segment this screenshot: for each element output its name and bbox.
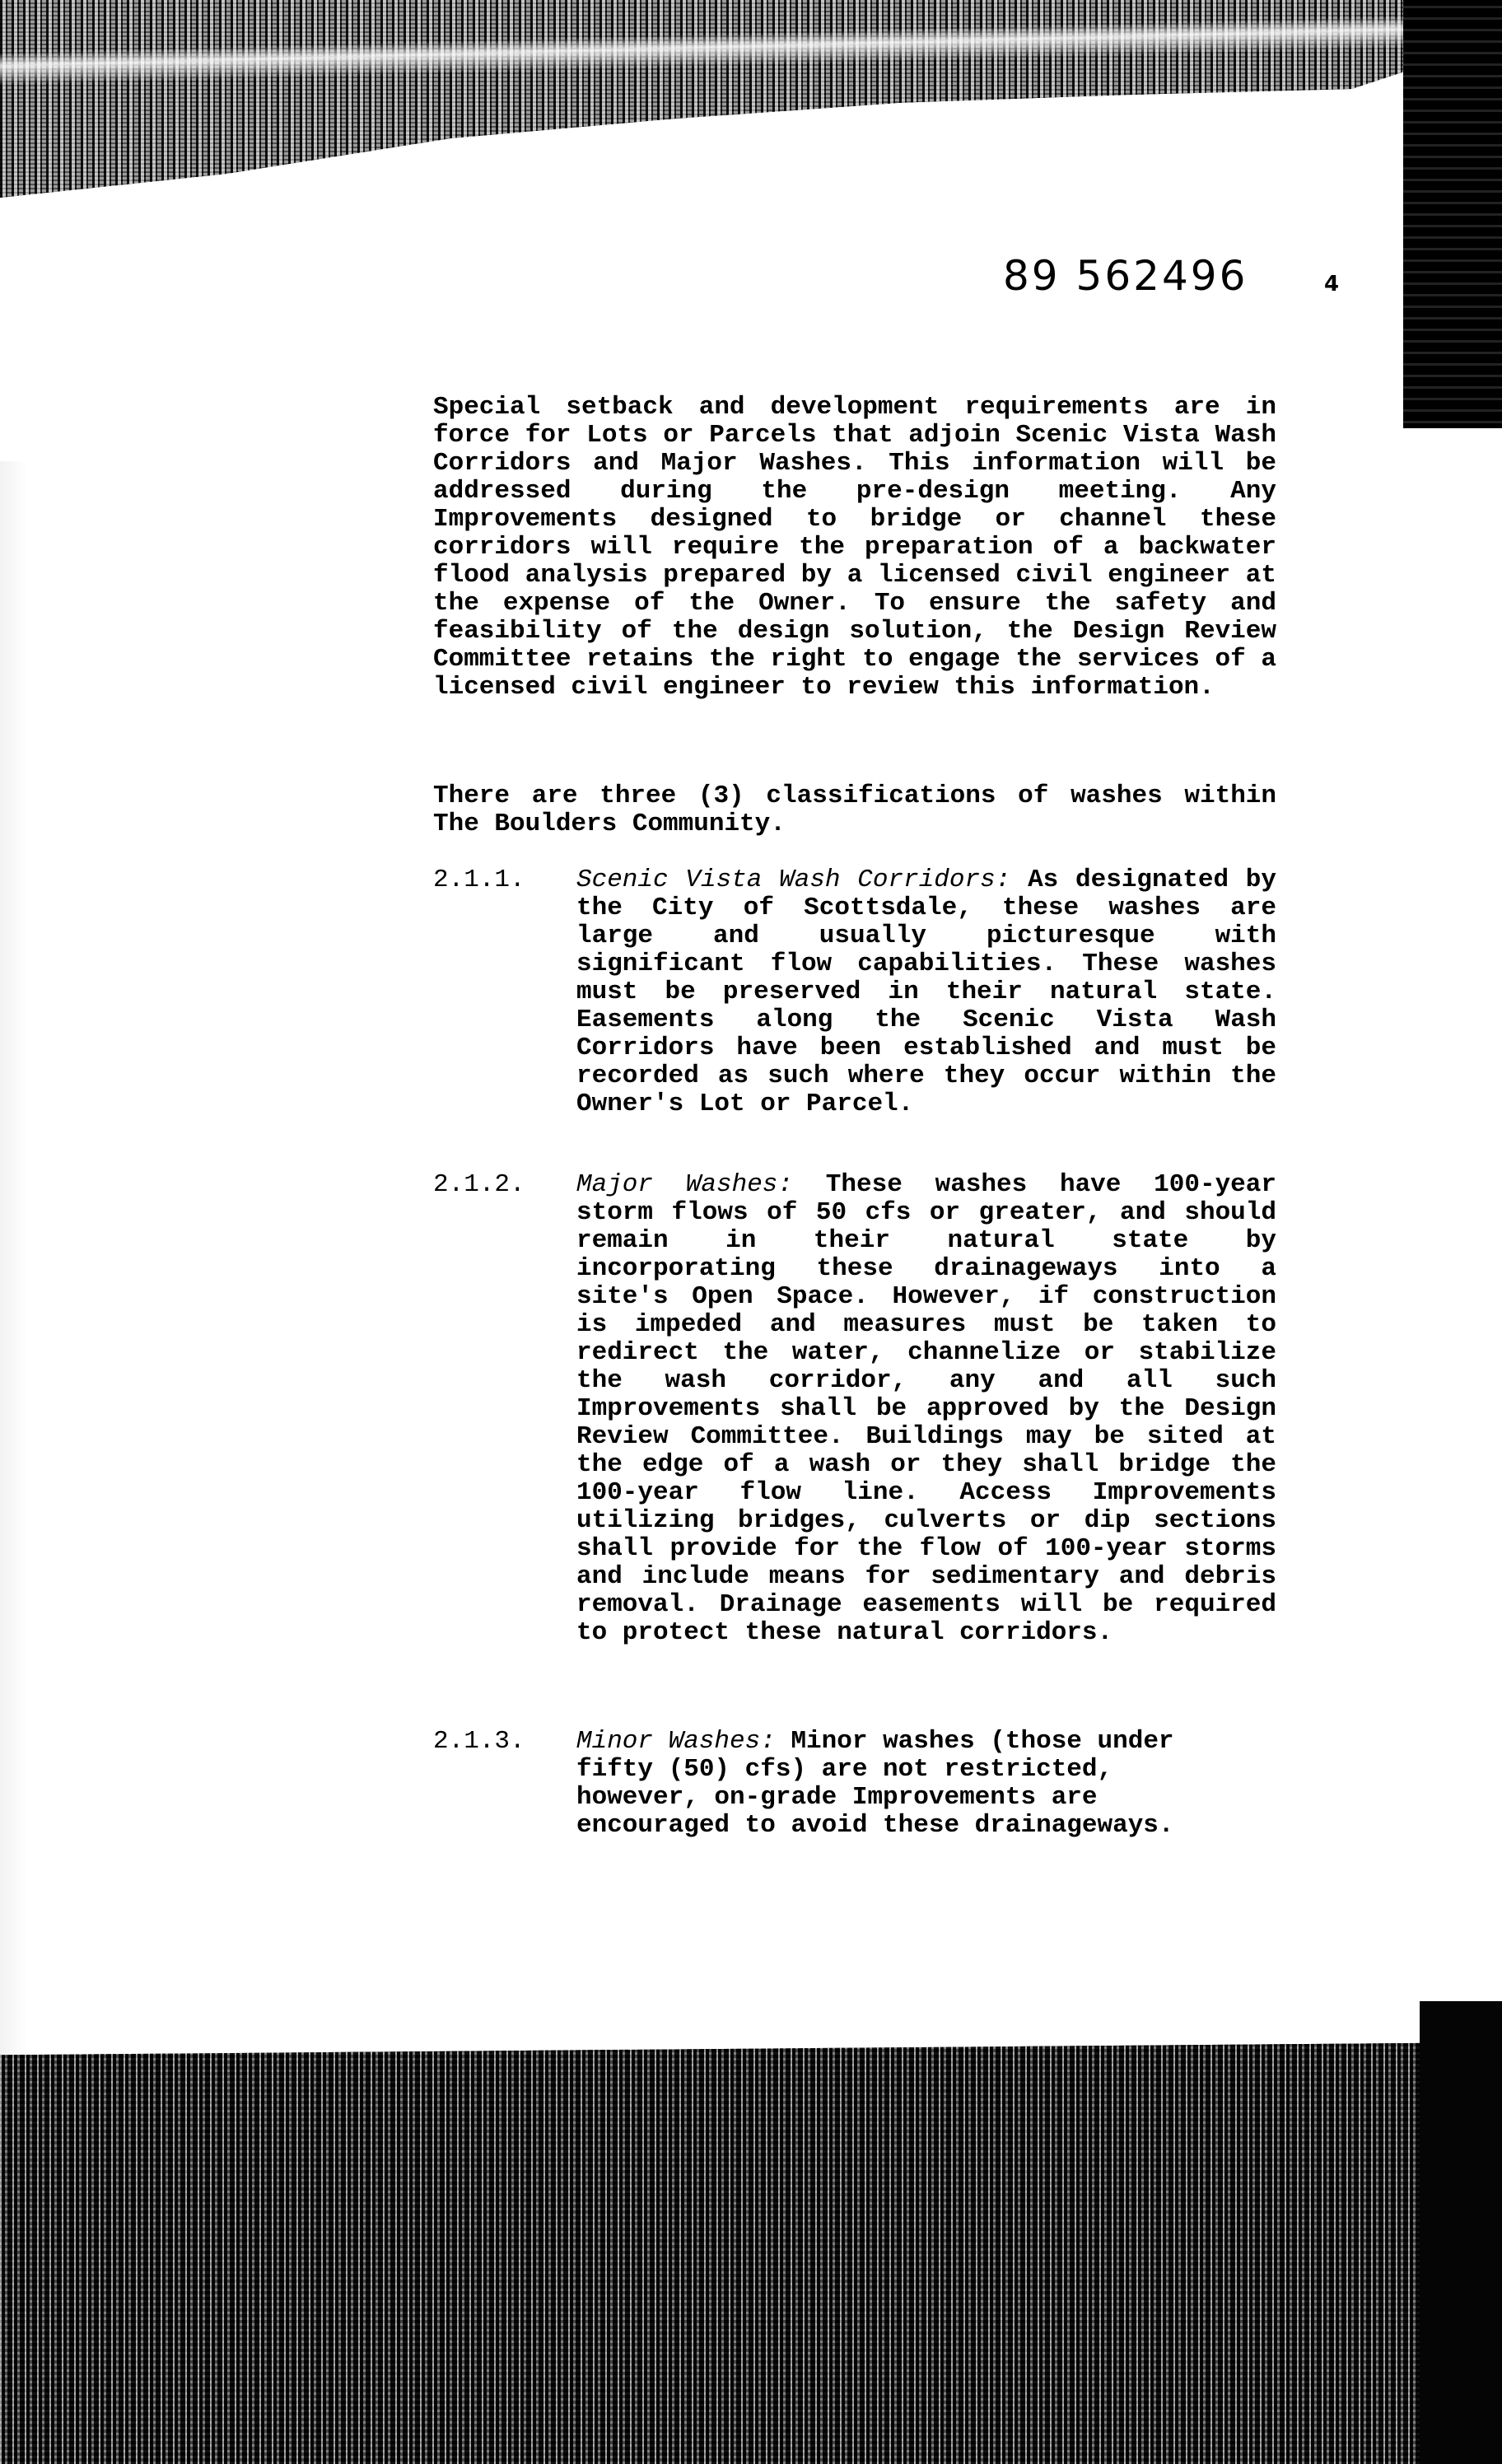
section-text: These washes have 100-year storm flows of 50 cfs or greater, and should remain in their natural state by incorporating these drainageways into a site's Open Space. However, if construction is impeded and measures must be taken to redirect the water, channelize or stabilize the wash corridor, any and all such Improvements shall be approved by the Design Review Committee. Buildings may be sited at the edge of a wash or they shall bridge the 100-year flow line. Access Improvements utilizing bridges, culverts or dip sections shall provide for the flow of 100-year storms and include means for sedimentary and debris removal. Drainage easements will be required to protect these natural corridors. [576, 1170, 1276, 1647]
classification-paragraph: There are three (3) classifications of washes within The Boulders Community. [433, 782, 1276, 838]
document-number: 89 562496 [1003, 252, 1248, 300]
section-body [576, 866, 1276, 1118]
scan-noise-right-bottom [1420, 2001, 1502, 2464]
section-scenic-vista-wash [433, 866, 1276, 1118]
section-title: Minor Washes: [576, 1727, 776, 1756]
section-text: Minor washes (those under fifty (50) cfs) are not restricted, however, on-grade Improvements are encouraged to avoid these drainageways. [576, 1727, 1174, 1840]
section-minor-washes [433, 1728, 1276, 1840]
section-title: Major Washes: [576, 1170, 794, 1199]
scan-noise-left [0, 461, 28, 2108]
section-number: 2.1.3. [433, 1727, 525, 1756]
section-body [576, 1728, 1219, 1840]
scan-noise-right-top [1403, 0, 1502, 428]
section-text: As designated by the City of Scottsdale, these washes are large and usually picturesque with significant flow capabilities. These washes must be preserved in their natural state. Easements along the Scenic Vista Wash Corridors have been established and must be recorded as such where they occur within the Owner's Lot or Parcel. [576, 866, 1276, 1118]
section-number: 2.1.2. [433, 1170, 525, 1199]
section-title: Scenic Vista Wash Corridors: [576, 866, 1011, 894]
scan-noise-bottom [0, 2042, 1502, 2464]
section-major-washes [433, 1171, 1276, 1647]
page-number: 4 [1324, 272, 1340, 296]
section-body [576, 1171, 1276, 1647]
intro-paragraph: Special setback and development requirements are in force for Lots or Parcels that adjoin Scenic Vista Wash Corridors and Major Washes. This information will be addressed during the pre-design meeting. Any Improvements designed to bridge or channel these corridors will require the preparation of a backwater flood analysis prepared by a licensed civil engineer at the expense of the Owner. To ensure the safety and feasibility of the design solution, the Design Review Committee retains the right to engage the services of a licensed civil engineer to review this information. [433, 393, 1276, 702]
section-number: 2.1.1. [433, 866, 525, 894]
